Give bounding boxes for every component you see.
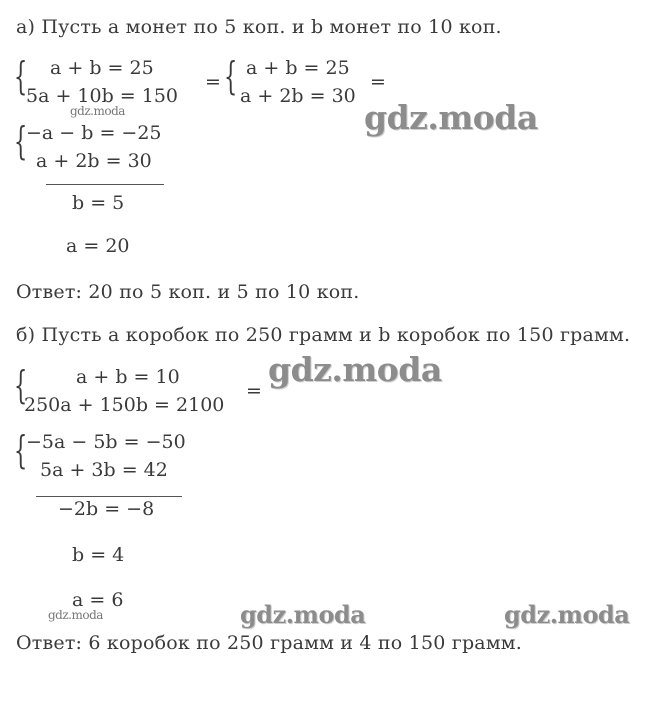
- part-a-intro: а) Пусть a монет по 5 коп. и b монет по 10 коп.: [16, 16, 502, 38]
- part-b-system2-eq2: 5a + 3b = 42: [40, 459, 168, 481]
- part-a-result-b: b = 5: [72, 192, 125, 214]
- part-b-sum: −2b = −8: [58, 498, 155, 520]
- part-a-system3-eq1: −a − b = −25: [26, 122, 162, 144]
- part-b-answer: Ответ: 6 коробок по 250 грамм и 4 по 150 грамм.: [16, 632, 523, 654]
- watermark-large-2: gdz.moda: [268, 350, 442, 389]
- part-a-system1-brace: {: [14, 54, 28, 98]
- part-b-system2-eq1: −5a − 5b = −50: [26, 431, 186, 453]
- part-b-sum-rule: [36, 496, 182, 497]
- part-b-system1-brace: {: [14, 363, 28, 407]
- part-a-system1-eq2: 5a + 10b = 150: [26, 85, 179, 107]
- part-a-system2-eq2: a + 2b = 30: [240, 85, 356, 107]
- part-a-result-a: a = 20: [66, 235, 130, 257]
- part-b-equals-1: =: [246, 380, 262, 402]
- part-b-intro: б) Пусть a коробок по 250 грамм и b коробок по 150 грамм.: [16, 324, 631, 346]
- part-a-equals-2: =: [370, 71, 386, 93]
- part-a-system3-brace: {: [14, 119, 28, 163]
- part-a-sum-rule: [46, 184, 164, 185]
- part-b-system2-brace: {: [14, 428, 28, 472]
- watermark-mid-2: gdz.moda: [504, 600, 630, 629]
- part-b-system1-eq1: a + b = 10: [76, 366, 180, 388]
- part-a-equals-1: =: [205, 71, 221, 93]
- part-a-answer: Ответ: 20 по 5 коп. и 5 по 10 коп.: [16, 281, 360, 303]
- watermark-mid-1: gdz.moda: [240, 600, 366, 629]
- watermark-small-1: gdz.moda: [70, 104, 125, 118]
- part-a-system2-brace: {: [224, 54, 238, 98]
- watermark-small-2: gdz.moda: [48, 608, 103, 622]
- part-a-system1-eq1: a + b = 25: [50, 57, 154, 79]
- part-a-system2-eq1: a + b = 25: [246, 57, 350, 79]
- part-b-result-a: a = 6: [72, 589, 124, 611]
- part-b-result-b: b = 4: [72, 544, 125, 566]
- watermark-large-1: gdz.moda: [364, 98, 538, 137]
- part-a-system3-eq2: a + 2b = 30: [36, 150, 152, 172]
- part-b-system1-eq2: 250a + 150b = 2100: [24, 394, 225, 416]
